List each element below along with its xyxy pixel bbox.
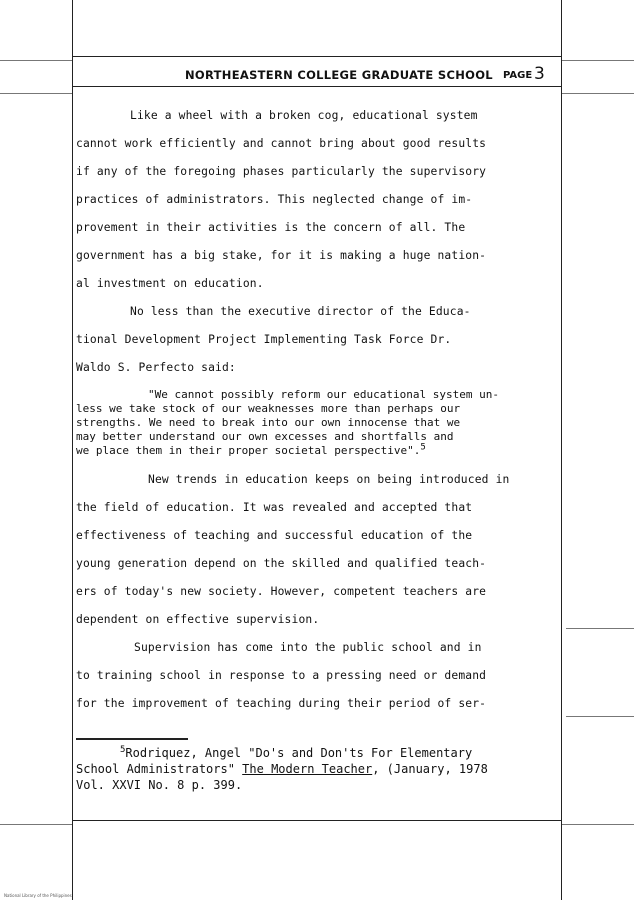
header-rule-left-ext xyxy=(0,60,72,61)
bottom-rule-left-ext xyxy=(0,824,72,825)
journal-title: The Modern Teacher xyxy=(242,762,373,776)
left-margin-rule xyxy=(72,0,73,900)
page-number: 3 xyxy=(534,64,545,84)
header-rule-top xyxy=(72,56,562,57)
quote-line: strengths. We need to break into our own innocense that we xyxy=(76,416,461,429)
page-label: PAGE xyxy=(503,70,533,81)
quote-line: less we take stock of our weaknesses more than perhaps our xyxy=(76,402,461,415)
body-line: provement in their activities is the concern of all. The xyxy=(76,221,466,234)
body-line: New trends in education keeps on being introduced in xyxy=(148,473,510,486)
header-rule-left-ext-2 xyxy=(0,93,72,94)
body-line: No less than the executive director of the Educa- xyxy=(130,305,471,318)
body-line: ers of today's new society. However, competent teachers are xyxy=(76,585,487,598)
body-line: Supervision has come into the public school and in xyxy=(134,641,482,654)
right-tick-1 xyxy=(566,628,634,629)
footnote-ref: 5 xyxy=(420,442,426,453)
body-line: to training school in response to a pressing need or demand xyxy=(76,669,487,682)
body-line: cannot work efficiently and cannot bring about good results xyxy=(76,137,487,150)
body-line: dependent on effective supervision. xyxy=(76,613,320,626)
footnote-line xyxy=(76,762,488,776)
quote-line-last xyxy=(76,444,426,457)
footnote-text: , (January, 1978 xyxy=(372,762,488,776)
quote-text: we place them in their proper societal perspective". xyxy=(76,444,421,457)
footnote-separator xyxy=(76,738,188,740)
body-line: practices of administrators. This neglected change of im- xyxy=(76,193,473,206)
body-line: Like a wheel with a broken cog, educational system xyxy=(130,109,478,122)
page-header-title: NORTHEASTERN COLLEGE GRADUATE SCHOOL xyxy=(185,68,493,82)
quote-line: may better understand our own excesses and shortfalls and xyxy=(76,430,454,443)
footnote-text: School Administrators" xyxy=(76,762,243,776)
quote-line: "We cannot possibly reform our educational system un- xyxy=(148,388,499,401)
right-margin-rule xyxy=(561,0,562,900)
header-rule-right-ext xyxy=(562,60,634,61)
bottom-rule xyxy=(72,820,562,821)
footnote-line: Vol. XXVI No. 8 p. 399. xyxy=(76,778,243,792)
body-line: for the improvement of teaching during their period of ser- xyxy=(76,697,487,710)
right-tick-2 xyxy=(566,716,634,717)
header-rule-right-ext-2 xyxy=(562,93,634,94)
body-line: the field of education. It was revealed and accepted that xyxy=(76,501,473,514)
body-line: young generation depend on the skilled and qualified teach- xyxy=(76,557,487,570)
footnote-line xyxy=(120,746,472,760)
footnote-text: Rodriquez, Angel "Do's and Don'ts For Elementary xyxy=(125,746,473,760)
footnote-number: 5 xyxy=(120,745,126,755)
archive-footer: National Library of the Philippines xyxy=(4,893,72,898)
body-line: if any of the foregoing phases particularly the supervisory xyxy=(76,165,487,178)
body-line: tional Development Project Implementing Task Force Dr. xyxy=(76,333,452,346)
bottom-rule-right-ext xyxy=(562,824,634,825)
body-line: Waldo S. Perfecto said: xyxy=(76,361,236,374)
body-line: government has a big stake, for it is making a huge nation- xyxy=(76,249,487,262)
body-line: effectiveness of teaching and successful education of the xyxy=(76,529,473,542)
body-line: al investment on education. xyxy=(76,277,264,290)
header-rule-bottom xyxy=(72,86,562,87)
